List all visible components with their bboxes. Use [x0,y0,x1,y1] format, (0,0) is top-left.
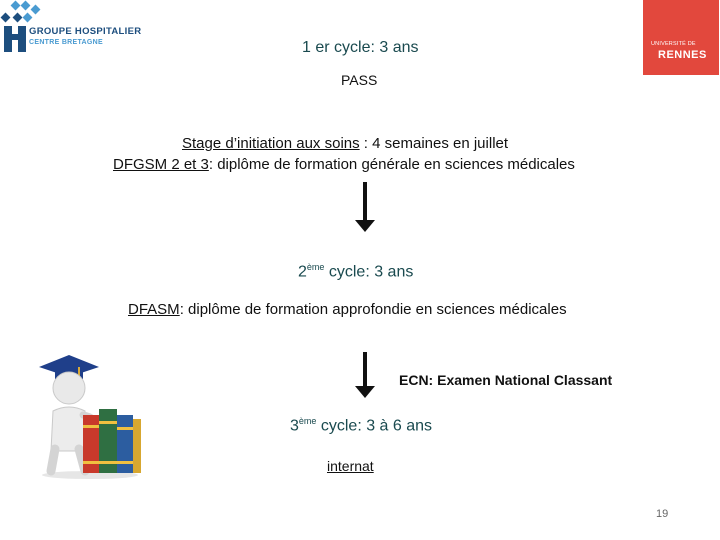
universite-rennes-logo [643,0,719,75]
dfasm-label: DFASM [128,301,180,318]
groupe-hospitalier-logo [0,0,160,60]
pass-label: PASS [341,72,378,88]
logo-line-1: GROUPE HOSPITALIER [29,26,142,37]
page-number: 19 [656,508,669,520]
university-label: UNIVERSITÉ DE [651,41,696,47]
university-name: RENNES [658,49,707,61]
arrow-down-icon [355,182,375,232]
logo-line-2: CENTRE BRETAGNE [29,39,103,46]
dfgsm-label: DFGSM 2 et 3 [113,156,209,173]
dfasm-detail: : diplôme de formation approfondie en sciences médicales [179,301,567,318]
stage-label: Stage d’initiation aux soins [182,135,360,152]
cycle3-label: cycle: 3 à 6 ans [316,417,433,435]
cycle3-title [290,416,432,435]
dfasm-line [128,301,567,318]
cycle2-title [298,262,413,281]
cycle2-label: cycle: 3 ans [324,263,414,281]
cycle2-superscript: ème [306,262,325,272]
cycle1-title: 1 er cycle: 3 ans [302,39,419,56]
cycle3-superscript: ème [298,416,317,426]
ecn-label: ECN: Examen National Classant [399,372,613,388]
dfgsm-line [113,156,575,173]
stage-line [182,135,508,152]
cycle2-number: 2 [298,263,307,281]
dfgsm-detail: : diplôme de formation générale en sciences médicales [208,156,575,173]
arrow-down-icon [355,352,375,398]
stage-detail: : 4 semaines en juillet [359,135,509,152]
cycle3-number: 3 [290,417,299,435]
internat-label: internat [327,458,374,474]
graduate-with-books-icon [35,355,145,480]
